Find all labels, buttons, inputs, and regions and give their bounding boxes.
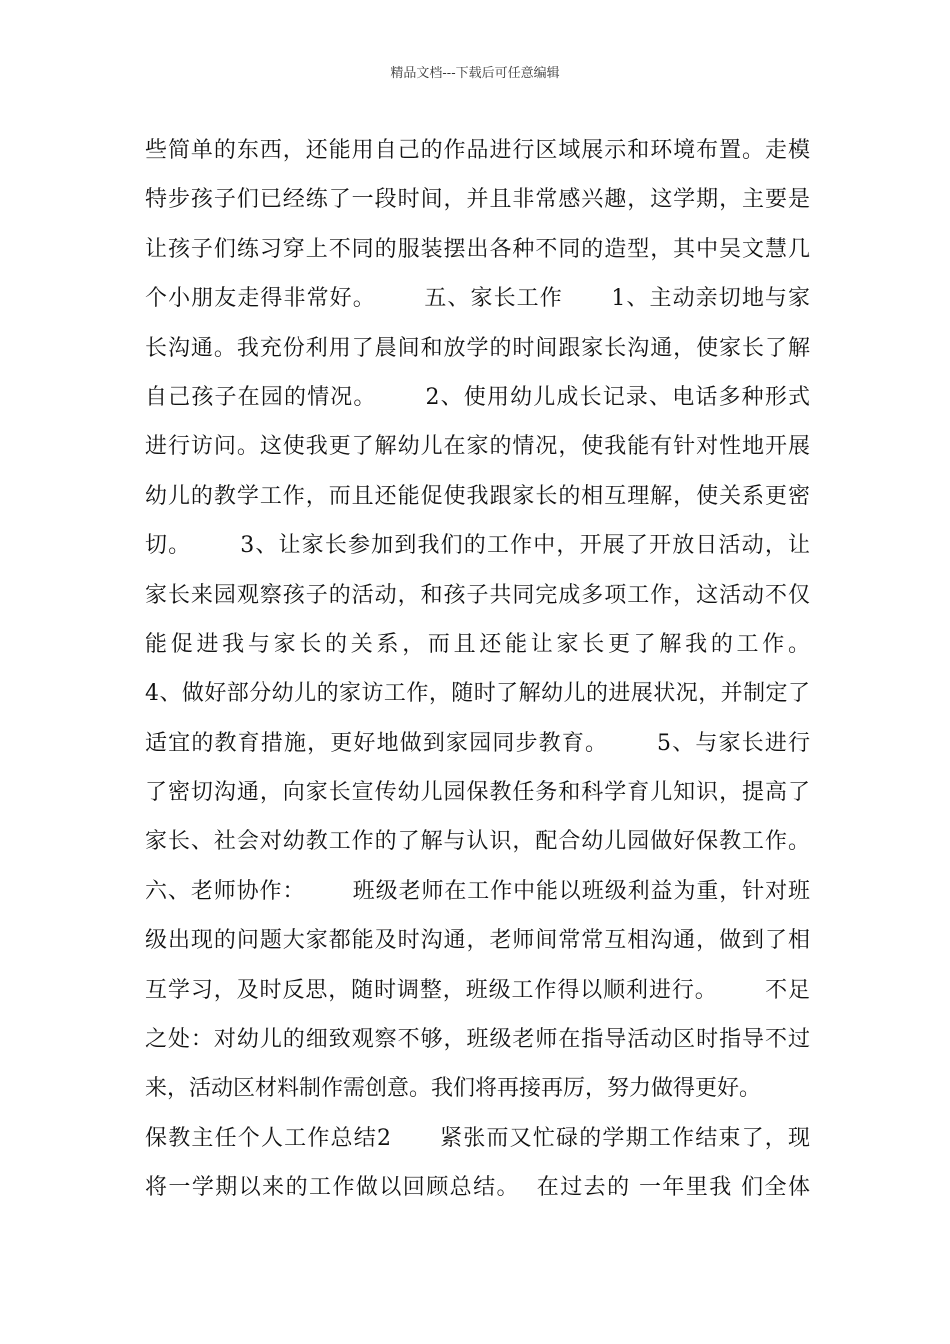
text-line: 级出现的问题大家都能及时沟通，老师间常常互相沟通，做到了相 [145,928,810,954]
text-line: 家长、社会对幼教工作的了解与认识，配合幼儿园做好保教工作。 [145,829,810,855]
text-line: 幼儿的教学工作，而且还能促使我跟家长的相互理解，使关系更密 [145,483,810,509]
text-line: 进行访问。这使我更了解幼儿在家的情况，使我能有针对性地开展 [145,434,810,460]
text-line: 保教主任个人工作总结2 紧张而又忙碌的学期工作结束了，现 [145,1125,810,1151]
text-line: 互学习，及时反思，随时调整，班级工作得以顺利进行。 不足 [145,977,810,1003]
text-line: 家长来园观察孩子的活动，和孩子共同完成多项工作，这活动不仅 [145,582,810,608]
text-line: 4、做好部分幼儿的家访工作，随时了解幼儿的进展状况，并制定了 [145,681,810,707]
text-line: 了密切沟通，向家长宣传幼儿园保教任务和科学育儿知识，提高了 [145,780,810,806]
text-line: 长沟通。我充份利用了晨间和放学的时间跟家长沟通，使家长了解 [145,335,810,361]
text-line: 来，活动区材料制作需创意。我们将再接再厉，努力做得更好。 [145,1076,762,1102]
text-line: 能促进我与家长的关系，而且还能让家长更了解我的工作。 [145,631,810,657]
page-header: 精品文档---下载后可任意编辑 [390,66,560,81]
text-line: 之处：对幼儿的细致观察不够，班级老师在指导活动区时指导不过 [145,1027,810,1053]
text-line: 将一学期以来的工作做以回顾总结。 在过去的 一年里我 们全体 [145,1175,810,1201]
text-line: 个小朋友走得非常好。 五、家长工作 1、主动亲切地与家 [145,286,810,312]
text-line: 让孩子们练习穿上不同的服装摆出各种不同的造型，其中吴文慧几 [145,236,810,262]
body-text [145,133,810,1220]
text-line: 些简单的东西，还能用自己的作品进行区域展示和环境布置。走模 [145,138,810,163]
text-line: 切。 3、让家长参加到我们的工作中，开展了开放日活动，让 [145,533,810,559]
text-line: 自己孩子在园的情况。 2、使用幼儿成长记录、电话多种形式 [145,384,810,410]
text-line: 特步孩子们已经练了一段时间，并且非常感兴趣，这学期，主要是 [145,187,810,213]
text-line: 适宜的教育措施，更好地做到家园同步教育。 5、与家长进行 [145,730,810,756]
text-line: 六、老师协作： 班级老师在工作中能以班级利益为重，针对班 [145,878,810,904]
